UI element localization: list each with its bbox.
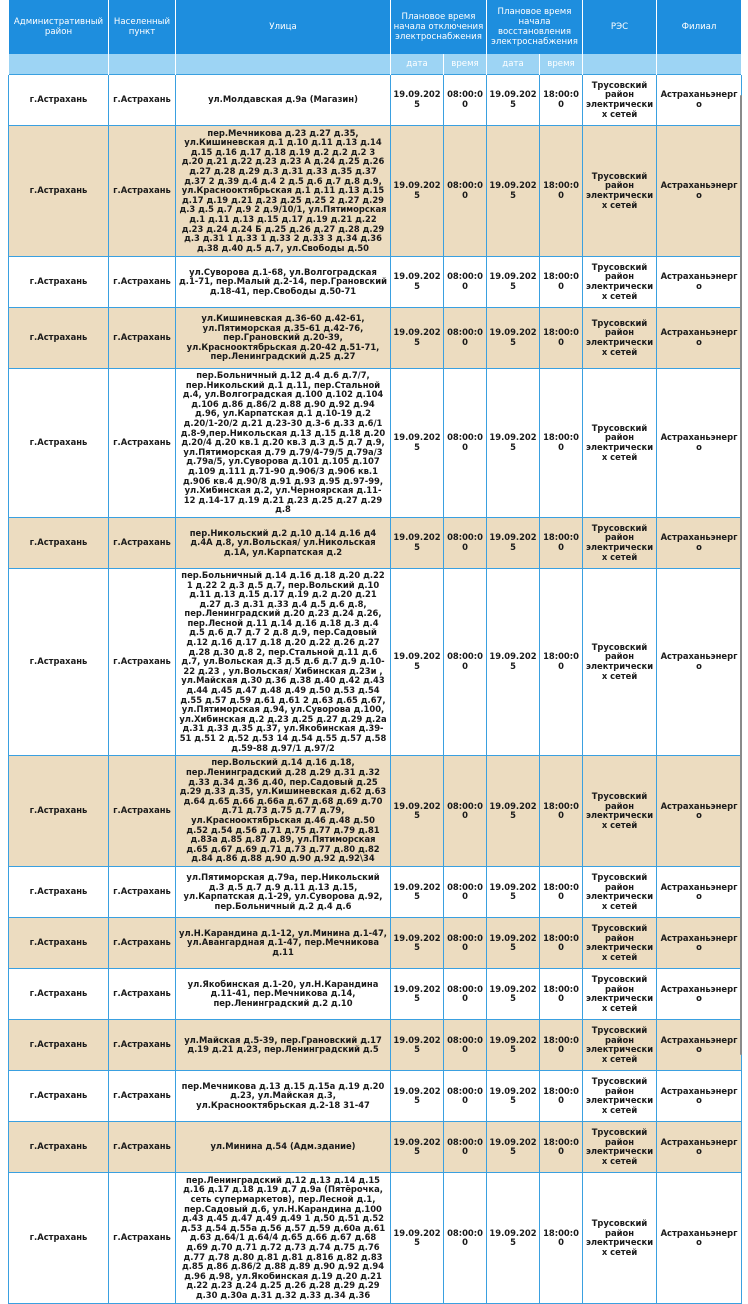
cell-branch: Астраханьэнерго — [657, 517, 742, 568]
cell-on-date: 19.09.2025 — [487, 918, 540, 969]
cell-branch: Астраханьэнерго — [657, 308, 742, 369]
cell-off-time: 08:00:00 — [444, 867, 487, 918]
cell-on-time: 18:00:00 — [540, 257, 583, 308]
subheader-empty — [657, 54, 742, 75]
cell-street: пер.Ленинградский д.12 д.13 д.14 д.15 д.16 д.17 д.18 д.19 д.7 д.9а (Пятёрочка, сеть супермаркетов), пер.Лесной д.1, пер.Садовый д.6, ул.Н.Карандина д.100 д.43 д.45 д.47 д.49 д.49 1 д.50 д.51 д.52 д.53 д.54 д.55а д.56 д.57 д.59 д.60а д.61 д.63 д.64/1 д.64/4 д.65 д.66 д.67 д.68 д.69 д.70 д.71 д.72 д.73 д.74 д.75 д.76 д.77 д.78 д.80 д.81 д.81 д.816 д.82 д.83 д.85 д.86 д.86/2 д.88 д.89 д.90 д.92 д.94 д.96 д.98, ул.Якобинская д.19 д.20 д.21 д.22 д.23 д.24 д.25 д.26 д.28 д.29 д.29 д.30 д.30а д.31 д.32 д.33 д.34 д.36 — [176, 1173, 391, 1304]
table-row — [9, 918, 742, 969]
cell-off-time: 08:00:00 — [444, 1071, 487, 1122]
table-row — [9, 867, 742, 918]
cell-branch: Астраханьэнерго — [657, 969, 742, 1020]
table-row — [9, 1071, 742, 1122]
cell-street: ул.Якобинская д.1-20, ул.Н.Карандина д.11-41, пер.Мечникова д.14, пер.Ленинградский д.2 д.10 — [176, 969, 391, 1020]
cell-street: пер.Мечникова д.13 д.15 д.15а д.19 д.20 д.23, ул.Майская д.3, ул.Краснооктябрьская д.2-18 31-47 — [176, 1071, 391, 1122]
cell-street: ул.Суворова д.1-68, ул.Волгоградская д.1-71, пер.Малый д.2-14, пер.Грановский д.18-41, пер.Свободы д.50-71 — [176, 257, 391, 308]
cell-res: Трусовский район электрических сетей — [583, 1020, 657, 1071]
cell-res: Трусовский район электрических сетей — [583, 867, 657, 918]
cell-on-date: 19.09.2025 — [487, 1122, 540, 1173]
cell-district: г.Астрахань — [9, 369, 109, 518]
cell-res: Трусовский район электрических сетей — [583, 126, 657, 257]
cell-on-date: 19.09.2025 — [487, 756, 540, 867]
header-branch: Филиал — [657, 0, 742, 54]
cell-locality: г.Астрахань — [109, 1071, 176, 1122]
cell-off-date: 19.09.2025 — [391, 969, 444, 1020]
cell-on-time: 18:00:00 — [540, 126, 583, 257]
cell-off-date: 19.09.2025 — [391, 1122, 444, 1173]
cell-street: пер.Мечникова д.23 д.27 д.35, ул.Кишиневская д.1 д.10 д.11 д.13 д.14 д.15 д.16 д.17 д.18 д.19 д.2 д.2 д.2 3 д.20 д.21 д.22 д.23 д.23 А д.24 д.25 д.26 д.27 д.28 д.29 д.3 д.31 д.33 д.35 д.37 д.37 2 д.39 д.4 д.4 2 д.5 д.6 д.7 д.8 д.9, ул.Краснооктябрьская д.1 д.11 д.13 д.15 д.17 д.19 д.21 д.23 д.25 д.25 2 д.27 д.29 д.3 д.5 д.7 д.9 2 д.9/10/1, ул.Пятиморская д.1 д.11 д.13 д.15 д.17 д.19 д.21 д.22 д.23 д.24 д.24 Б д.25 д.26 д.27 д.28 д.29 д.3 д.31 1 д.33 1 д.33 2 д.33 3 д.34 д.36 д.38 д.40 д.5 д.7, ул.Свободы д.50 — [176, 126, 391, 257]
cell-on-date: 19.09.2025 — [487, 126, 540, 257]
cell-on-time: 18:00:00 — [540, 969, 583, 1020]
cell-off-time: 08:00:00 — [444, 369, 487, 518]
cell-street: ул.Кишиневская д.36-60 д.42-61, ул.Пятиморская д.35-61 д.42-76, пер.Грановский д.20-39, ул.Краснооктябрьская д.20-42 д.51-71, пер.Ленинградский д.25 д.27 — [176, 308, 391, 369]
subheader-off-date: дата — [391, 54, 444, 75]
cell-off-time: 08:00:00 — [444, 517, 487, 568]
cell-district: г.Астрахань — [9, 75, 109, 126]
cell-on-date: 19.09.2025 — [487, 969, 540, 1020]
cell-district: г.Астрахань — [9, 1020, 109, 1071]
subheader-on-date: дата — [487, 54, 540, 75]
cell-branch: Астраханьэнерго — [657, 1020, 742, 1071]
cell-res: Трусовский район электрических сетей — [583, 75, 657, 126]
cell-district: г.Астрахань — [9, 126, 109, 257]
table-row — [9, 969, 742, 1020]
cell-locality: г.Астрахань — [109, 517, 176, 568]
subheader-empty — [109, 54, 176, 75]
cell-district: г.Астрахань — [9, 1173, 109, 1304]
table-row — [9, 517, 742, 568]
cell-branch: Астраханьэнерго — [657, 75, 742, 126]
cell-res: Трусовский район электрических сетей — [583, 1071, 657, 1122]
cell-on-date: 19.09.2025 — [487, 568, 540, 755]
cell-off-date: 19.09.2025 — [391, 369, 444, 518]
cell-res: Трусовский район электрических сетей — [583, 756, 657, 867]
cell-off-time: 08:00:00 — [444, 568, 487, 755]
cell-branch: Астраханьэнерго — [657, 126, 742, 257]
cell-locality: г.Астрахань — [109, 126, 176, 257]
cell-off-date: 19.09.2025 — [391, 257, 444, 308]
cell-off-date: 19.09.2025 — [391, 568, 444, 755]
cell-district: г.Астрахань — [9, 1122, 109, 1173]
cell-off-date: 19.09.2025 — [391, 1071, 444, 1122]
cell-off-date: 19.09.2025 — [391, 517, 444, 568]
cell-on-time: 18:00:00 — [540, 756, 583, 867]
cell-on-date: 19.09.2025 — [487, 369, 540, 518]
cell-street: ул.Молдавская д.9а (Магазин) — [176, 75, 391, 126]
cell-off-time: 08:00:00 — [444, 918, 487, 969]
cell-off-time: 08:00:00 — [444, 1122, 487, 1173]
cell-locality: г.Астрахань — [109, 75, 176, 126]
cell-on-date: 19.09.2025 — [487, 75, 540, 126]
cell-street: пер.Больничный д.14 д.16 д.18 д.20 д.22 1 д.22 2 д.3 д.5 д.7, пер.Вольский д.10 д.11 д.13 д.15 д.17 д.19 д.2 д.20 д.21 д.27 д.3 д.31 д.33 д.4 д.5 д.6 д.8, пер.Ленинградский д.20 д.23 д.24 д.26, пер.Лесной д.11 д.14 д.16 д.18 д.3 д.4 д.5 д.6 д.7 д.7 2 д.8 д.9, пер.Садовый д.12 д.16 д.17 д.18 д.20 д.22 д.26 д.27 д.28 д.30 д.8 2, пер.Стальной д.11 д.6 д.7, ул.Вольская д.3 д.5 д.6 д.7 д.9 д.10-22 д.23 , ул.Вольская/ Хибинская д.23и , ул.Майская д.30 д.36 д.38 д.40 д.42 д.43 д.44 д.45 д.47 д.48 д.49 д.50 д.53 д.54 д.55 д.57 д.59 д.61 д.61 2 д.63 д.65 д.67, ул.Пятиморская д.94, ул.Суворова д.100, ул.Хибинская д.2 д.23 д.25 д.27 д.29 д.2а д.31 д.33 д.35 д.37, ул.Якобинская д.39-51 д.51 2 д.52 д.53 14 д.54 д.55 д.57 д.58 д.59-88 д.97/1 д.97/2 — [176, 568, 391, 755]
cell-off-time: 08:00:00 — [444, 308, 487, 369]
subheader-off-time: время — [444, 54, 487, 75]
cell-off-time: 08:00:00 — [444, 126, 487, 257]
header-locality: Населенный пункт — [109, 0, 176, 54]
cell-branch: Астраханьэнерго — [657, 369, 742, 518]
table-row — [9, 1173, 742, 1304]
cell-off-date: 19.09.2025 — [391, 918, 444, 969]
cell-res: Трусовский район электрических сетей — [583, 517, 657, 568]
cell-branch: Астраханьэнерго — [657, 1122, 742, 1173]
cell-locality: г.Астрахань — [109, 918, 176, 969]
cell-district: г.Астрахань — [9, 918, 109, 969]
cell-locality: г.Астрахань — [109, 969, 176, 1020]
cell-on-time: 18:00:00 — [540, 1020, 583, 1071]
cell-on-time: 18:00:00 — [540, 1122, 583, 1173]
cell-on-time: 18:00:00 — [540, 867, 583, 918]
cell-off-time: 08:00:00 — [444, 756, 487, 867]
cell-on-time: 18:00:00 — [540, 918, 583, 969]
cell-district: г.Астрахань — [9, 867, 109, 918]
cell-on-time: 18:00:00 — [540, 308, 583, 369]
cell-district: г.Астрахань — [9, 756, 109, 867]
cell-district: г.Астрахань — [9, 517, 109, 568]
cell-off-time: 08:00:00 — [444, 969, 487, 1020]
cell-res: Трусовский район электрических сетей — [583, 918, 657, 969]
cell-branch: Астраханьэнерго — [657, 756, 742, 867]
cell-res: Трусовский район электрических сетей — [583, 257, 657, 308]
cell-branch: Астраханьэнерго — [657, 918, 742, 969]
table-row — [9, 75, 742, 126]
cell-district: г.Астрахань — [9, 308, 109, 369]
cell-locality: г.Астрахань — [109, 1173, 176, 1304]
cell-district: г.Астрахань — [9, 568, 109, 755]
cell-on-date: 19.09.2025 — [487, 308, 540, 369]
table-row — [9, 1020, 742, 1071]
cell-street: ул.Майская д.5-39, пер.Грановский д.17 д.19 д.21 д.23, пер.Ленинградский д.5 — [176, 1020, 391, 1071]
cell-res: Трусовский район электрических сетей — [583, 1122, 657, 1173]
cell-district: г.Астрахань — [9, 1071, 109, 1122]
subheader-empty — [583, 54, 657, 75]
cell-on-time: 18:00:00 — [540, 568, 583, 755]
header-res: РЭС — [583, 0, 657, 54]
cell-res: Трусовский район электрических сетей — [583, 1173, 657, 1304]
subheader-empty — [176, 54, 391, 75]
cell-off-time: 08:00:00 — [444, 257, 487, 308]
header-off-time: Плановое время начала отключения электроснабжения — [391, 0, 487, 54]
cell-on-time: 18:00:00 — [540, 369, 583, 518]
cell-locality: г.Астрахань — [109, 568, 176, 755]
header-street: Улица — [176, 0, 391, 54]
cell-off-date: 19.09.2025 — [391, 1020, 444, 1071]
cell-on-date: 19.09.2025 — [487, 1020, 540, 1071]
cell-off-date: 19.09.2025 — [391, 867, 444, 918]
cell-on-time: 18:00:00 — [540, 75, 583, 126]
subheader-row — [9, 54, 742, 75]
cell-locality: г.Астрахань — [109, 867, 176, 918]
cell-street: пер.Больничный д.12 д.4 д.6 д.7/7, пер.Никольский д.1 д.11, пер.Стальной д.4, ул.Волгоградская д.100 д.102 д.104 д.106 д.86 д.86/2 д.88 д.90 д.92 д.94 д.96, ул.Карпатская д.1 д.10-19 д.2 д.20/1-20/2 д.21 д.23-30 д.3-6 д.33 д.6/1 д.8-9,пер.Никольская д.13 д.15 д.18 д.20 д.20/4 д.20 кв.1 д.20 кв.3 д.3 д.5 д.7 д.9, ул.Пятиморская д.79 д.79/4-79/5 д.79а/3 д.79а/5, ул.Суворова д.101 д.105 д.107 д.109 д.111 д.71-90 д.906/3 д.906 кв.1 д.906 кв.4 д.90/8 д.91 д.93 д.95 д.97-99, ул.Хибинская д.2, ул.Черноярская д.11-12 д.14-17 д.19 д.21 д.23 д.25 д.27 д.29 д.8 — [176, 369, 391, 518]
cell-locality: г.Астрахань — [109, 257, 176, 308]
cell-off-time: 08:00:00 — [444, 1173, 487, 1304]
cell-off-date: 19.09.2025 — [391, 75, 444, 126]
cell-off-date: 19.09.2025 — [391, 756, 444, 867]
cell-off-date: 19.09.2025 — [391, 308, 444, 369]
cell-on-date: 19.09.2025 — [487, 517, 540, 568]
cell-branch: Астраханьэнерго — [657, 568, 742, 755]
cell-street: пер.Никольский д.2 д.10 д.14 д.16 д4 д.4А д.8, ул.Вольская/ ул.Никольская д.1А, ул.Карпатская д.2 — [176, 517, 391, 568]
table-row — [9, 1122, 742, 1173]
cell-district: г.Астрахань — [9, 969, 109, 1020]
cell-off-time: 08:00:00 — [444, 1020, 487, 1071]
outage-table-viewport[interactable] — [8, 0, 741, 1300]
table-row — [9, 756, 742, 867]
cell-on-date: 19.09.2025 — [487, 257, 540, 308]
cell-on-date: 19.09.2025 — [487, 1071, 540, 1122]
cell-locality: г.Астрахань — [109, 756, 176, 867]
cell-street: ул.Минина д.54 (Адм.здание) — [176, 1122, 391, 1173]
cell-on-date: 19.09.2025 — [487, 1173, 540, 1304]
subheader-on-time: время — [540, 54, 583, 75]
header-row — [9, 0, 742, 54]
cell-on-time: 18:00:00 — [540, 1173, 583, 1304]
cell-branch: Астраханьэнерго — [657, 1173, 742, 1304]
table-row — [9, 257, 742, 308]
header-restore-time: Плановое время начала восстановления электроснабжения — [487, 0, 583, 54]
cell-locality: г.Астрахань — [109, 308, 176, 369]
cell-res: Трусовский район электрических сетей — [583, 308, 657, 369]
table-row — [9, 126, 742, 257]
cell-res: Трусовский район электрических сетей — [583, 568, 657, 755]
header-district: Административный район — [9, 0, 109, 54]
cell-res: Трусовский район электрических сетей — [583, 369, 657, 518]
cell-locality: г.Астрахань — [109, 369, 176, 518]
cell-on-date: 19.09.2025 — [487, 867, 540, 918]
cell-res: Трусовский район электрических сетей — [583, 969, 657, 1020]
subheader-empty — [9, 54, 109, 75]
cell-off-date: 19.09.2025 — [391, 1173, 444, 1304]
cell-branch: Астраханьэнерго — [657, 257, 742, 308]
cell-street: пер.Вольский д.14 д.16 д.18, пер.Ленинградский д.28 д.29 д.31 д.32 д.33 д.34 д.36 д.40, пер.Садовый д.25 д.29 д.33 д.35, ул.Кишиневская д.62 д.63 д.64 д.65 д.66 д.66а д.67 д.68 д.69 д.70 д.71 д.73 д.75 д.77 д.79, ул.Краснооктябрьская д.46 д.48 д.50 д.52 д.54 д.56 д.71 д.75 д.77 д.79 д.81 д.83а д.85 д.87 д.89, ул.Пятиморская д.65 д.67 д.69 д.71 д.73 д.77 д.80 д.82 д.84 д.86 д.88 д.90 д.90 д.92 д.92\34 — [176, 756, 391, 867]
cell-branch: Астраханьэнерго — [657, 867, 742, 918]
scrollbar[interactable] — [740, 95, 742, 1055]
cell-on-time: 18:00:00 — [540, 1071, 583, 1122]
table-row — [9, 308, 742, 369]
table-row — [9, 369, 742, 518]
cell-locality: г.Астрахань — [109, 1122, 176, 1173]
cell-off-date: 19.09.2025 — [391, 126, 444, 257]
cell-off-time: 08:00:00 — [444, 75, 487, 126]
cell-district: г.Астрахань — [9, 257, 109, 308]
cell-branch: Астраханьэнерго — [657, 1071, 742, 1122]
outage-schedule-table — [8, 0, 742, 1304]
cell-locality: г.Астрахань — [109, 1020, 176, 1071]
cell-street: ул.Н.Карандина д.1-12, ул.Минина д.1-47, ул.Авангардная д.1-47, пер.Мечникова д.11 — [176, 918, 391, 969]
cell-on-time: 18:00:00 — [540, 517, 583, 568]
cell-street: ул.Пятиморская д.79а, пер.Никольский д.3 д.5 д.7 д.9 д.11 д.13 д.15, ул.Карпатская д.1-29, ул.Суворова д.92, пер.Больничный д.2 д.4 д.6 — [176, 867, 391, 918]
table-row — [9, 568, 742, 755]
